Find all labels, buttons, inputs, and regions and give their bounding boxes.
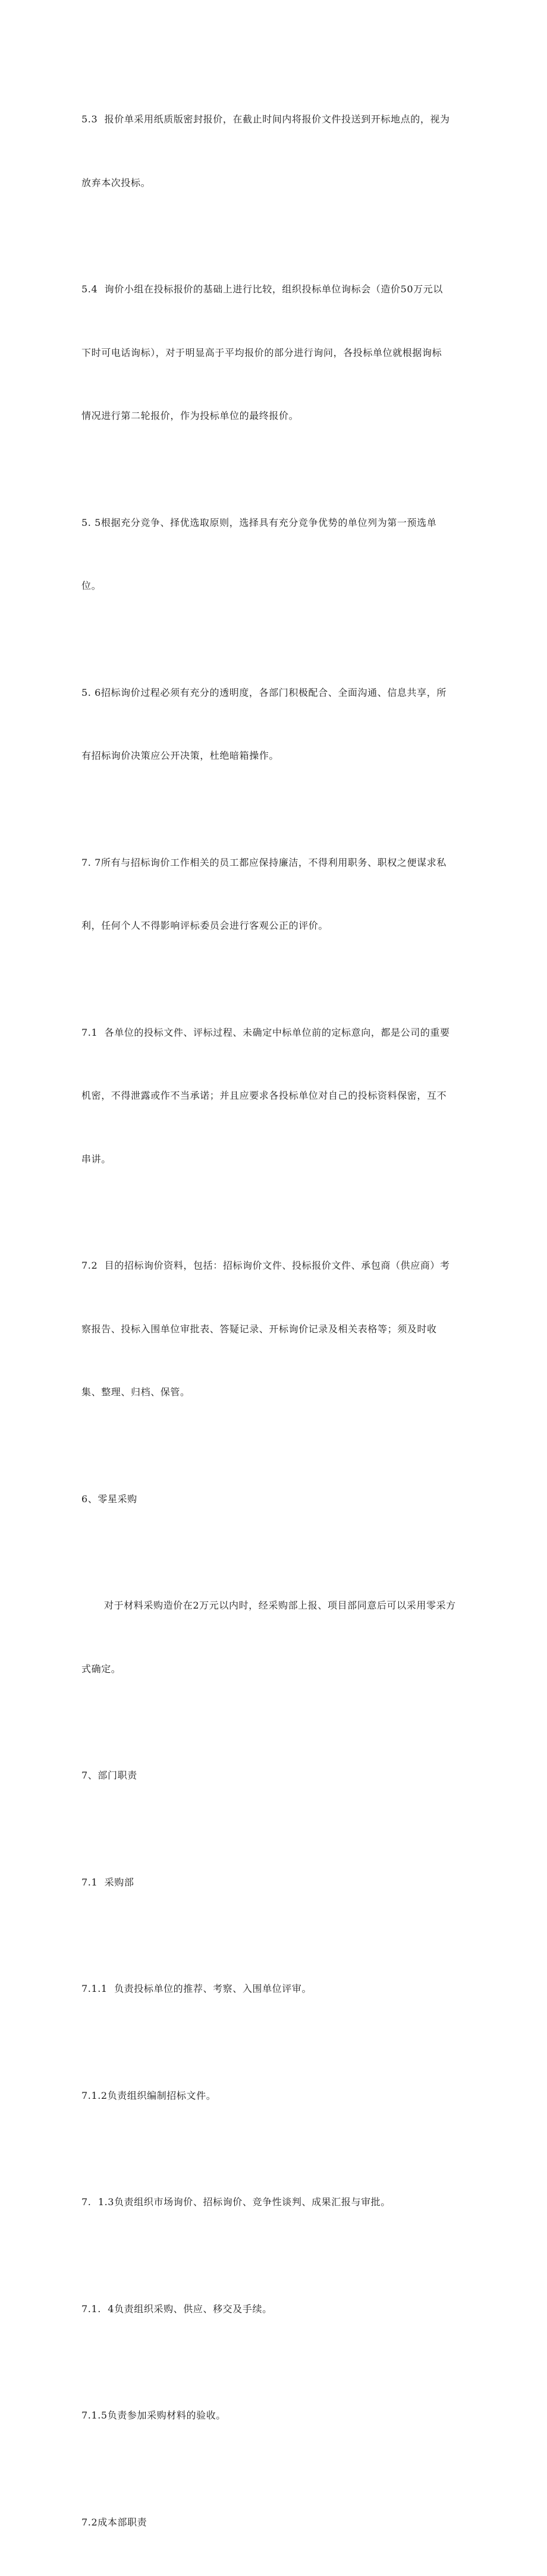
text-line: 下时可电话询标），对于明显高于平均报价的部分进行询问，各投标单位就根据询标: [81, 346, 442, 358]
item-7-1-5: [81, 2363, 468, 2468]
text-line: 7.1.5负责参加采购材料的验收。: [81, 2410, 226, 2421]
item-7-1-2: [81, 2043, 468, 2149]
text-line: 有招标询价决策应公开决策，杜绝暗箱操作。: [81, 750, 279, 761]
text-line: 5. 6招标询价过程必须有充分的透明度，各部门积极配合、全面沟通、信息共享，所: [81, 686, 447, 698]
text-line: 位。: [81, 580, 102, 591]
text-line: 对于材料采购造价在2万元以内时，经采购部上报、项目部同意后可以采用零采方: [104, 1600, 456, 1611]
text-line: 5. 5根据充分竞争、择优选取原则，选择具有充分竞争优势的单位列为第一预选单: [81, 516, 437, 528]
text-line: 7.1.1 负责投标单位的推荐、考察、入围单位评审。: [81, 1983, 312, 1994]
text-line: 7. 1.3负责组织市场询价、招标询价、竞争性谈判、成果汇报与审批。: [81, 2196, 391, 2208]
text-line: 机密，不得泄露或作不当承诺；并且应要求各投标单位对自己的投标资料保密，互不: [81, 1090, 447, 1101]
text-line: 串讲。: [81, 1153, 111, 1165]
text-line: 7.1.2负责组织编制招标文件。: [81, 2089, 216, 2101]
text-line: 7、部门职责: [81, 1770, 137, 1781]
section-heading-6: [81, 1446, 468, 1552]
paragraph-5-3: [81, 67, 468, 235]
text-line: 集、整理、归档、保管。: [81, 1386, 190, 1398]
text-line: 情况进行第二轮报价，作为投标单位的最终报价。: [81, 410, 299, 421]
text-line: 6、零星采购: [81, 1493, 137, 1505]
paragraph-5-5: [81, 470, 468, 639]
text-line: 利，任何个人不得影响评标委员会进行客观公正的评价。: [81, 920, 329, 931]
item-7-1-1: [81, 1936, 468, 2042]
item-7-1-4: [81, 2256, 468, 2362]
text-line: 5.4 询价小组在投标报价的基础上进行比较，组织投标单位询标会（造价50万元以: [81, 283, 443, 295]
item-7-1-3: [81, 2149, 468, 2255]
subsection-heading-7-1: [81, 1830, 468, 1935]
text-line: 式确定。: [81, 1663, 121, 1675]
paragraph-7-1: [81, 980, 468, 1212]
text-line: 7.2成本部职责: [81, 2516, 147, 2528]
text-line: 7. 7所有与招标询价工作相关的员工都应保持廉洁，不得利用职务、职权之便谋求私: [81, 856, 447, 868]
paragraph-7-7: [81, 810, 468, 979]
text-line: 7.2 目的招标询价资料，包括：招标询价文件、投标报价文件、承包商（供应商）考: [81, 1260, 450, 1271]
paragraph-5-4: [81, 237, 468, 469]
paragraph-7-2: [81, 1213, 468, 1445]
text-line: 7.1 采购部: [81, 1876, 134, 1888]
text-line: 察报告、投标入围单位审批表、答疑记录、开标询价记录及相关表格等；须及时收: [81, 1323, 437, 1335]
section-heading-7: [81, 1723, 468, 1828]
subsection-heading-7-2: [81, 2470, 468, 2575]
text-line: 7.1. 4负责组织采购、供应、移交及手续。: [81, 2303, 272, 2315]
paragraph-sporadic-purchase: [81, 1553, 468, 1721]
text-line: 7.1 各单位的投标文件、评标过程、未确定中标单位前的定标意向，都是公司的重要: [81, 1026, 450, 1038]
text-line: 5.3 报价单采用纸质版密封报价，在截止时间内将报价文件投送到开标地点的，视为: [81, 113, 450, 125]
paragraph-5-6: [81, 640, 468, 809]
document-body: [81, 67, 468, 2576]
text-line: 放弃本次投标。: [81, 176, 151, 188]
